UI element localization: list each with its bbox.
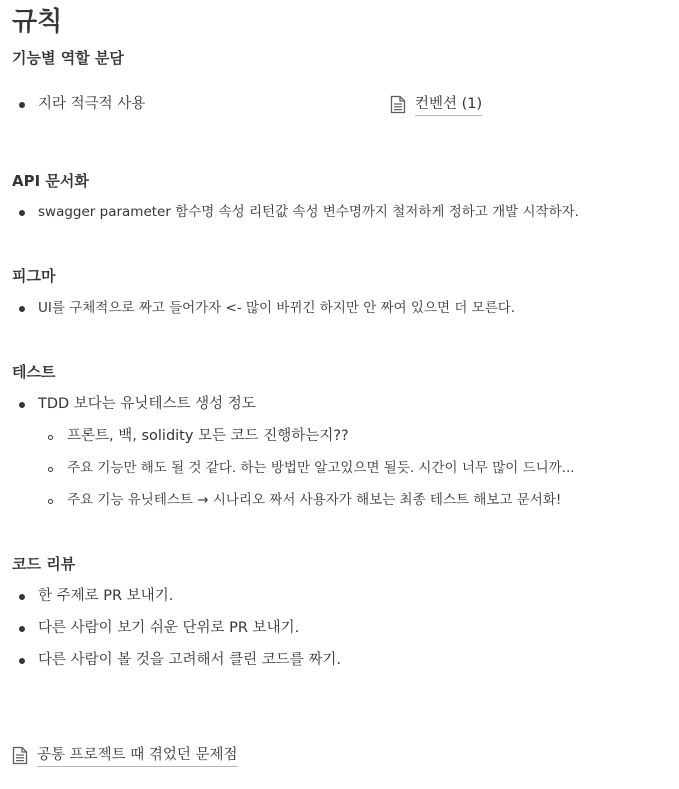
sub-list-item[interactable]: 주요 기능 유닛테스트 → 시나리오 짜서 사용자가 해보는 최종 테스트 해보고 문서화! [67,492,562,508]
bullet-dot [19,594,25,600]
list-item[interactable]: TDD 보다는 유닛테스트 생성 정도 [38,396,256,412]
bullet-dot [19,102,25,108]
common-project-issues-link-label[interactable]: 공통 프로젝트 때 겪었던 문제점 [37,744,238,767]
heading-roles: 기능별 역할 분담 [12,49,124,67]
list-item[interactable]: 지라 적극적 사용 [38,96,146,112]
bullet-dot [19,658,25,664]
convention-page-link[interactable] [390,93,482,116]
list-item[interactable]: 다른 사람이 보기 쉬운 단위로 PR 보내기. [38,620,300,636]
bullet-dot [19,626,25,632]
common-project-issues-page-link[interactable] [12,744,238,767]
page-icon [390,95,406,114]
list-item[interactable]: swagger parameter 함수명 속성 리턴값 속성 변수명까지 철저하게 정하고 개발 시작하자. [38,204,579,220]
sub-list-item[interactable]: 프론트, 백, solidity 모든 코드 진행하는지?? [67,428,349,444]
sub-bullet-circle [48,435,53,440]
sub-bullet-circle [48,499,53,504]
page-icon [12,746,28,765]
bullet-dot [19,306,25,312]
heading-code-review: 코드 리뷰 [12,555,76,573]
heading-figma: 피그마 [12,267,56,285]
bullet-dot [19,402,25,408]
page-title: 규칙 [12,7,63,37]
list-item[interactable]: 다른 사람이 볼 것을 고려해서 클린 코드를 짜기. [38,652,342,668]
convention-link-label[interactable]: 컨벤션 (1) [415,93,482,116]
sub-bullet-circle [48,467,53,472]
heading-test: 테스트 [12,363,56,381]
bullet-dot [19,210,25,216]
heading-api: API 문서화 [12,172,89,190]
sub-list-item[interactable]: 주요 기능만 해도 될 것 같다. 하는 방법만 알고있으면 될듯. 시간이 너무 많이 드니까... [67,460,575,476]
list-item[interactable]: UI를 구체적으로 짜고 들어가자 <- 많이 바뀌긴 하지만 안 짜여 있으면 더 모른다. [38,300,516,316]
list-item[interactable]: 한 주제로 PR 보내기. [38,588,174,604]
